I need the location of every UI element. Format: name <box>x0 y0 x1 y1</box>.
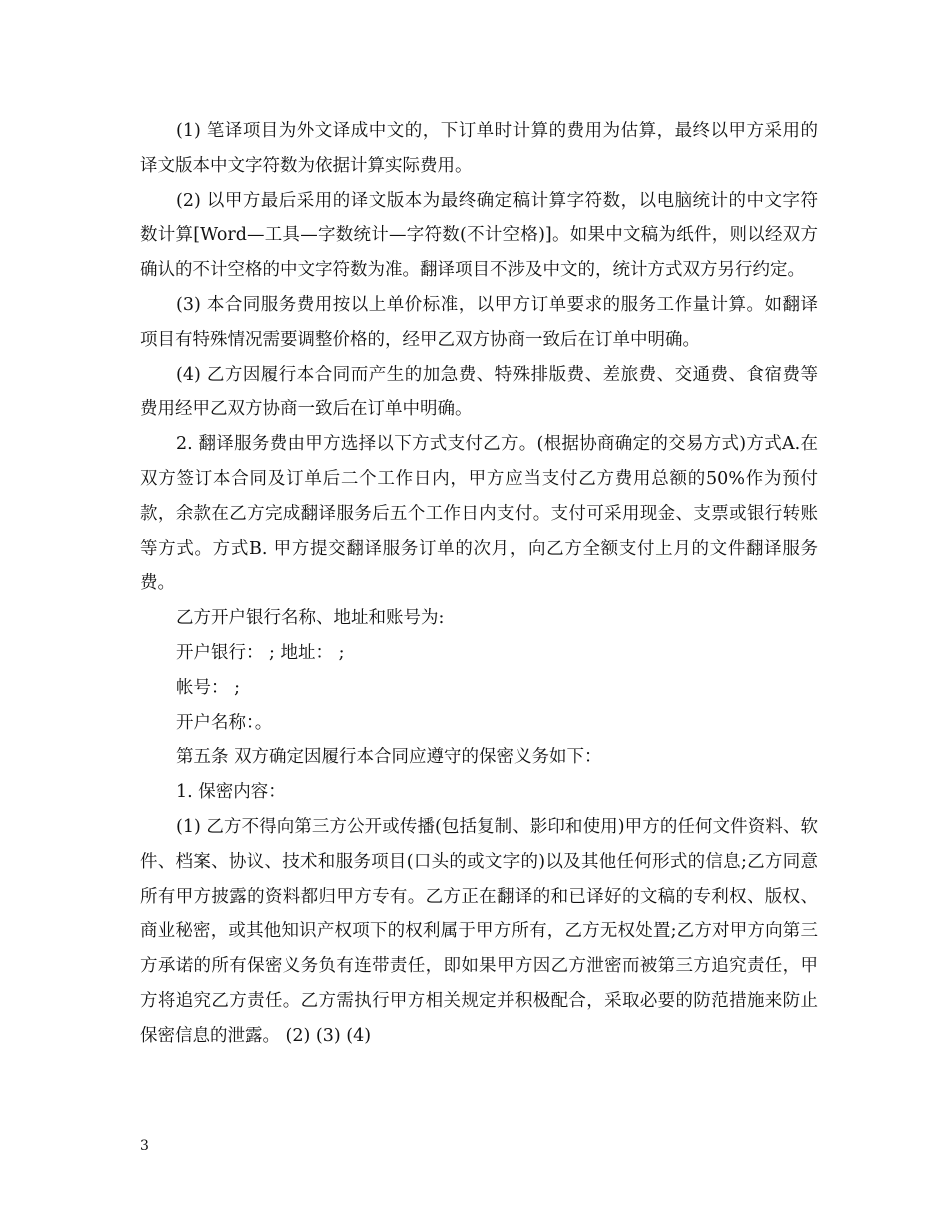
document-body <box>140 114 818 1054</box>
paragraph-payment-method: 2. 翻译服务费由甲方选择以下方式支付乙方。(根据协商确定的交易方式)方式A.在双方签订本合同及订单后二个工作日内，甲方应当支付乙方费用总额的50%作为预付款，余款在乙方完成翻译服务后五个工作日内支付。支付可采用现金、支票或银行转账等方式。方式B. 甲方提交翻译服务订单的次月，向乙方全额支付上月的文件翻译服务费。 <box>140 434 818 594</box>
section-heading-article-5: 第五条 双方确定因履行本合同应遵守的保密义务如下： <box>176 747 602 768</box>
subheading-confidential-content: 1. 保密内容： <box>176 782 286 803</box>
paragraph-account-number: 帐号： ; <box>176 677 240 698</box>
paragraph-1-1: (1) 笔译项目为外文译成中文的，下订单时计算的费用为估算，最终以甲方采用的译文版本中文字符数为依据计算实际费用。 <box>140 121 818 176</box>
page-number: 3 <box>140 1138 149 1154</box>
paragraph-bank-info-intro: 乙方开户银行名称、地址和账号为: <box>176 608 445 629</box>
paragraph-1-3: (3) 本合同服务费用按以上单价标准，以甲方订单要求的服务工作量计算。如翻译项目有特殊情况需要调整价格的，经甲乙双方协商一致后在订单中明确。 <box>140 294 818 350</box>
paragraph-confidentiality-1: (1) 乙方不得向第三方公开或传播(包括复制、影印和使用)甲方的任何文件资料、软件、档案、协议、技术和服务项目(口头的或文字的)以及其他任何形式的信息;乙方同意所有甲方披露的资料都归甲方专有。乙方正在翻译的和已译好的文稿的专利权、版权、商业秘密，或其他知识产权项下的权利属于甲方所有，乙方无权处置;乙方对甲方向第三方承诺的所有保密义务负有连带责任，即如果甲方因乙方泄密而被第三方追究责任，甲方将追究乙方责任。乙方需执行甲方相关规定并积极配合，采取必要的防范措施来防止保密信息的泄露。 (2) (3) (4) <box>140 816 818 1046</box>
paragraph-1-2: (2) 以甲方最后采用的译文版本为最终确定稿计算字符数，以电脑统计的中文字符数计算[Word—工具—字数统计—字符数(不计空格)]。如果中文稿为纸件，则以经双方确认的不计空格的中文字符数为准。翻译项目不涉及中文的，统计方式双方另行约定。 <box>140 190 818 281</box>
paragraph-account-name: 开户名称：。 <box>176 712 273 733</box>
paragraph-1-4: (4) 乙方因履行本合同而产生的加急费、特殊排版费、差旅费、交通费、食宿费等费用经甲乙双方协商一致后在订单中明确。 <box>140 364 818 420</box>
paragraph-bank-name-address: 开户银行： ; 地址： ; <box>176 642 345 663</box>
